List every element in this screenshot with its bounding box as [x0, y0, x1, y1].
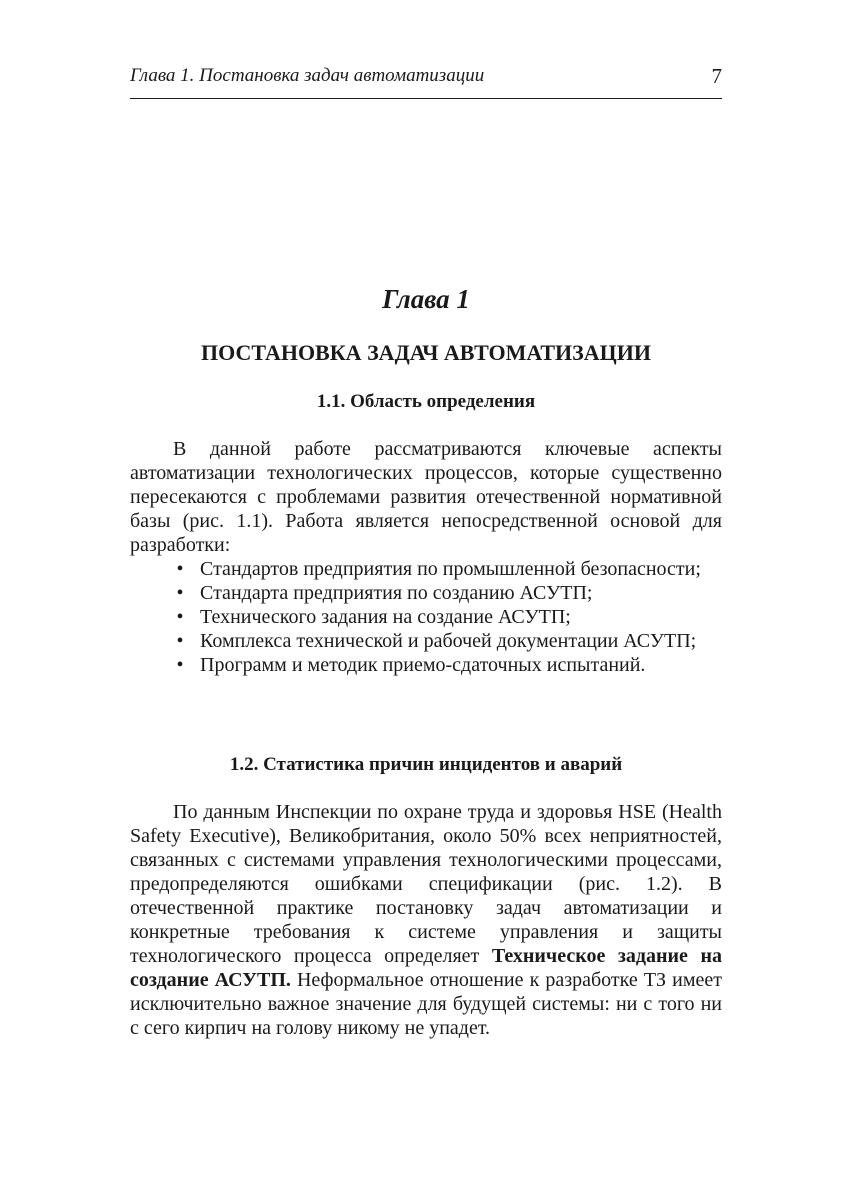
- bullet-list: [130, 557, 722, 677]
- bold-term: Техническое задание на создание АСУТП.: [130, 945, 722, 991]
- paragraph-text-start: По данным Инспекции по охране труда и здоровья HSE (Health Safety Executive), Великобритания, около 50% всех неприятностей, связанных с системами управления технологическими процессами, предопределяются ошибками спецификации (рис. 1.2). В отечественной практике постановку задач автоматизации и конкретные требования к системе управления и защиты технологического процесса определяет: [130, 801, 722, 967]
- bullet-item: [130, 605, 722, 629]
- running-header: [130, 62, 722, 99]
- bullet-marker: •: [176, 606, 184, 628]
- page-number: 7: [711, 64, 722, 88]
- running-header-title: Глава 1. Постановка задач автоматизации: [130, 65, 485, 86]
- section-1-2-paragraph: [130, 800, 722, 1040]
- book-page: [130, 0, 722, 1182]
- bullet-marker: •: [176, 630, 184, 652]
- section-1-1-paragraph: В данной работе рассматриваются ключевые аспекты автоматизации технологических процессов, которые существенно пересекаются с проблемами развития отечественной нормативной базы (рис. 1.1). Работа является непосредственной основой для разработки:: [130, 438, 722, 556]
- bullet-item: [130, 629, 722, 653]
- chapter-title: ПОСТАНОВКА ЗАДАЧ АВТОМАТИЗАЦИИ: [200, 340, 652, 365]
- bullet-text: Стандарта предприятия по созданию АСУТП;: [200, 582, 593, 604]
- bullet-text: Комплекса технической и рабочей документации АСУТП;: [200, 630, 697, 652]
- bullet-marker: •: [176, 654, 184, 676]
- bullet-item: [130, 557, 722, 581]
- bullet-item: [130, 581, 722, 605]
- bullet-text: Стандартов предприятия по промышленной безопасности;: [200, 558, 701, 580]
- bullet-item: [130, 653, 722, 677]
- bullet-text: Технического задания на создание АСУТП;: [200, 606, 571, 628]
- bullet-text: Программ и методик приемо-сдаточных испытаний.: [200, 654, 646, 676]
- section-1-1-title: 1.1. Область определения: [316, 391, 536, 412]
- bullet-marker: •: [176, 558, 184, 580]
- bullet-marker: •: [176, 582, 184, 604]
- paragraph-text-end: Неформальное отношение к разработке ТЗ имеет исключительно важное значение для будущей системы: ни с того ни с сего кирпич на голову никому не упадет.: [130, 969, 723, 1039]
- section-1-2-title: 1.2. Статистика причин инцидентов и аварий: [229, 754, 623, 775]
- chapter-label: Глава 1: [382, 284, 470, 314]
